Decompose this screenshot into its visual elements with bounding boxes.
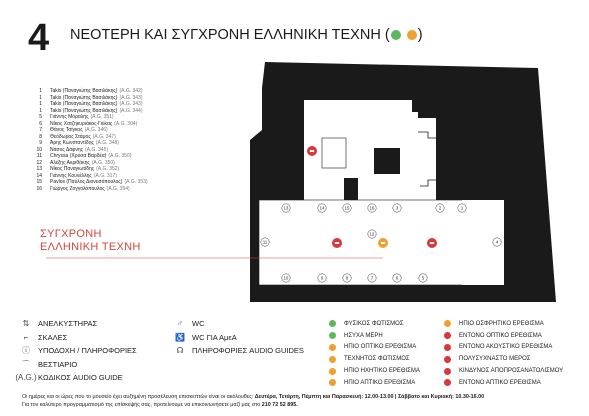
legend-label: WC (192, 319, 205, 328)
legend-row (444, 330, 563, 342)
red-sensory-icon (332, 238, 342, 248)
legend-label: ΠΟΛΥΣΥΧΝΑΣΤΟ ΜΕΡΟΣ (459, 356, 531, 363)
legend-sensory-2 (444, 318, 563, 389)
exhibit-marker[interactable] (282, 204, 290, 212)
artist-name: Θάνος Τσίγκος (50, 127, 83, 133)
legend-label: ΗΣΥΧΑ ΜΕΡΗ (344, 332, 383, 339)
exhibit-marker[interactable] (282, 274, 290, 282)
color-dot-icon (444, 368, 451, 375)
artist-name: Takis (Παναγιώτης Βασιλάκης) (50, 94, 118, 101)
marker-number: 10 (283, 275, 289, 281)
exhibit-marker[interactable] (368, 204, 376, 212)
marker-number: 8 (345, 275, 349, 281)
marker-number: 4 (495, 239, 499, 245)
exhibit-marker[interactable] (393, 204, 401, 212)
footer-line-1: Οι ημέρες και οι ώρες που το μουσείο έχει αυξημένη προσέλευση επισκεπτών είναι οι ακόλουθες: (22, 394, 255, 400)
legend-label: ΠΛΗΡΟΦΟΡΙΕΣ AUDIO GUIDES (192, 346, 304, 355)
legend-row (168, 317, 304, 331)
info-icon: ⓘ (22, 346, 30, 355)
legend-row (168, 331, 304, 345)
color-dot-icon (329, 379, 336, 386)
legend-services (168, 317, 304, 358)
artist-name: Νίκος Χατζηκυριάκος-Γκίκας (50, 120, 113, 127)
artist-number: 13 (36, 166, 42, 172)
exhibit-marker[interactable] (343, 274, 351, 282)
red-sensory-icon (307, 146, 317, 156)
legend-sensory-1 (329, 318, 420, 389)
artist-number: 1 (39, 94, 42, 101)
marker-number: 14 (319, 205, 325, 211)
marker-number: 16 (369, 205, 375, 211)
artist-number: 12 (36, 159, 42, 166)
audio-guide-code: (A.G. 343) (119, 94, 143, 101)
audio-guide-code: (A.G. 351) (90, 114, 114, 120)
legend-row (444, 342, 563, 354)
legend-row (444, 353, 563, 365)
headphones-icon: ☊ (176, 346, 184, 355)
legend-label: ΕΝΤΟΝΟ ΑΠΤΙΚΟ ΕΡΕΘΙΣΜΑ (459, 379, 541, 386)
legend-label: ΕΝΤΟΝΟ ΑΚΟΥΣΤΙΚΟ ΕΡΕΘΙΣΜΑ (459, 344, 553, 351)
legend-label: ΣΚΑΛΕΣ (38, 332, 68, 342)
artist-name: Pavlos (Παύλος Διονυσόπουλος) (50, 179, 123, 185)
exhibit-marker[interactable] (368, 274, 376, 282)
legend-row (444, 365, 563, 377)
marker-number: 15 (344, 205, 350, 211)
service-room-left (322, 138, 346, 168)
exhibit-marker[interactable] (318, 274, 326, 282)
legend-label: ΚΙΝΔΥΝΟΣ ΑΠΟΠΡΟΣΑΝΑΤΟΛΙΣΜΟΥ (459, 368, 564, 375)
footer-phone: 210 72 52 895. (261, 402, 298, 408)
exhibit-marker[interactable] (458, 204, 466, 212)
artist-number: 11 (36, 153, 42, 159)
artist-name: Chryssa (Χρύσα Βαρδέα) (50, 153, 107, 159)
marker-number: 1 (460, 205, 464, 211)
exhibit-marker[interactable] (393, 274, 401, 282)
stairs-icon: ⌐ (23, 332, 29, 342)
legend-label: ΦΥΣΙΚΟΣ ΦΩΤΙΣΜΟΣ (344, 320, 404, 327)
exhibit-marker[interactable] (436, 204, 444, 212)
legend-row (329, 330, 420, 342)
legend-label: ΒΕΣΤΙΑΡΙΟ (38, 359, 78, 369)
title-paren-open: ( (384, 27, 390, 43)
color-dot-icon (444, 320, 451, 327)
marker-number: 2 (438, 205, 442, 211)
legend-label: ΥΠΟΔΟΧΗ / ΠΛΗΡΟΦΟΡΙΕΣ (38, 346, 137, 355)
audio-guide-code: (A.G. 347) (92, 133, 116, 140)
artist-number: 1 (39, 88, 42, 94)
legend-label: ΕΝΤΟΝΟ ΟΠΤΙΚΟ ΕΡΕΘΙΣΜΑ (459, 332, 542, 339)
color-dot-icon (329, 320, 336, 327)
legend-facilities (14, 317, 137, 385)
exhibit-marker[interactable] (493, 238, 501, 246)
audio-guide-code: (A.G. 304) (114, 120, 138, 127)
audio-guide-code: (A.G. 354) (106, 185, 130, 192)
artist-name: Άρης Κωνσταντίδης (50, 140, 94, 146)
exhibit-marker[interactable] (419, 274, 427, 282)
elevator-block (374, 148, 400, 174)
footer-line-2: Για τον καλύτερο προγραμματισμό της επίσκεψής σας, προτείνουμε να επικοινωνήσετε μαζί μας στο (22, 402, 262, 408)
marker-number: 12 (369, 231, 375, 237)
footer-notice (22, 393, 484, 409)
title-text: ΝΕΟΤΕΡΗ ΚΑΙ ΣΥΓΧΡΟΝΗ ΕΛΛΗΝΙΚΗ ΤΕΧΝΗ (70, 27, 381, 43)
footer-hours: Δευτέρα, Τετάρτη, Πέμπτη και Παρασκευή: 12.00-13.00 | Σάββατο και Κυριακή: 10.30-16.00 (254, 394, 485, 400)
artist-name: Νίκος Παναγιωτίδης (50, 166, 95, 172)
legend-label: ΤΕΧΝΗΤΟΣ ΦΩΤΙΣΜΟΣ (344, 356, 410, 363)
audio-code-icon: (A.G.) (15, 373, 37, 382)
audio-guide-code: (A.G. 353) (124, 179, 148, 185)
artist-name: Νάσος Δάφνης (50, 146, 84, 153)
audio-guide-code: (A.G. 348) (95, 140, 119, 146)
artist-number: 14 (36, 172, 42, 179)
marker-number: 6 (395, 275, 399, 281)
color-dot-icon (329, 368, 336, 375)
marker-number: 3 (395, 205, 399, 211)
color-dot-icon (444, 379, 451, 386)
artist-number: 15 (36, 179, 42, 185)
artist-name: Takis (Παναγιώτης Βασιλάκης) (50, 107, 118, 114)
artist-number: 1 (39, 107, 42, 114)
legend-label: ΗΠΙΟ ΟΣΦΡΗΤΙΚΟ ΕΡΕΘΙΣΜΑ (459, 320, 544, 327)
section-title (40, 228, 141, 254)
legend-row (444, 377, 563, 389)
legend-row (14, 344, 137, 358)
legend-row (329, 377, 420, 389)
legend-row (14, 317, 137, 331)
section-title-line-1: ΣΥΓΧΡΟΝΗ (40, 228, 102, 240)
artist-name: Θεόδωρος Στάμος (50, 133, 91, 140)
legend-label: ΚΩΔΙΚΟΣ AUDIO GUIDE (38, 373, 123, 382)
artist-name: Takis (Παναγιώτης Βασιλάκης) (50, 88, 118, 94)
wall-top-left (262, 88, 302, 200)
audio-guide-code: (A.G. 343) (119, 101, 143, 107)
legend-row (329, 318, 420, 330)
legend-label: ΗΠΙΟ ΗΧΗΤΙΚΟ ΕΡΕΘΙΣΜΑ (344, 368, 420, 375)
artist-number: 10 (36, 146, 42, 153)
audio-guide-code: (A.G. 317) (93, 172, 117, 179)
legend-row (14, 331, 137, 345)
legend-label: ΗΠΙΟ ΑΠΤΙΚΟ ΕΡΕΘΙΣΜΑ (344, 379, 416, 386)
marker-number: 13 (283, 205, 289, 211)
color-dot-icon (444, 344, 451, 351)
exhibit-marker[interactable] (318, 204, 326, 212)
legend-label: ΗΠΙΟ ΟΠΤΙΚΟ ΕΡΕΘΙΣΜΑ (344, 344, 417, 351)
legend-row (329, 365, 420, 377)
color-dot-icon (444, 332, 451, 339)
wardrobe-icon: ⌒ (22, 359, 30, 369)
artist-name: Γιάννης Μόραλης (50, 114, 89, 120)
artist-number: 8 (39, 133, 42, 140)
marker-number: 7 (370, 275, 374, 281)
legend-label: WC ΓΙΑ ΑμεΑ (192, 332, 237, 342)
color-dot-icon (444, 356, 451, 363)
artist-name: Takis (Παναγιώτης Βασιλάκης) (50, 101, 118, 107)
orange-sensory-icon (378, 238, 388, 248)
artist-number: 9 (39, 140, 42, 146)
audio-guide-code: (A.G. 350) (108, 153, 132, 159)
elevator-icon: ⇅ (22, 319, 30, 328)
artist-name: Γιάννης Κουνέλλης (50, 172, 92, 179)
legend-label: ΑΝΕΛΚΥΣΤΗΡΑΣ (38, 319, 98, 328)
audio-guide-code: (A.G. 345) (85, 146, 109, 153)
wc-accessible-icon: ♿ (175, 332, 185, 342)
artist-number: 16 (36, 185, 42, 192)
artist-number: 6 (39, 120, 42, 127)
color-dot-icon (329, 356, 336, 363)
floor-number: 4 (28, 17, 49, 59)
marker-number: 11 (262, 239, 268, 245)
artist-number: 7 (39, 127, 42, 133)
artist-name: Γιώργος Ζογγολόπουλος (50, 185, 105, 192)
red-sensory-icon (427, 238, 437, 248)
color-dot-icon (329, 332, 336, 339)
audio-guide-code: (A.G. 344) (119, 107, 143, 114)
legend-row (168, 344, 304, 358)
color-dot-icon (329, 344, 336, 351)
wc-icon: ♂ (177, 319, 183, 328)
audio-guide-code: (A.G. 346) (84, 127, 108, 133)
section-title-line-2: ΕΛΛΗΝΙΚΗ ΤΕΧΝΗ (40, 241, 141, 253)
artist-number: 5 (39, 114, 42, 120)
legend-row (444, 318, 563, 330)
legend-row (329, 353, 420, 365)
title-paren-close: ) (417, 27, 423, 43)
exhibit-marker[interactable] (368, 230, 376, 238)
exhibit-marker[interactable] (343, 204, 351, 212)
legend-row (14, 358, 137, 372)
marker-number: 5 (421, 275, 425, 281)
audio-guide-code: (A.G. 352) (96, 166, 120, 172)
audio-guide-code: (A.G. 350) (91, 159, 115, 166)
legend-row (14, 371, 137, 385)
marker-number: 9 (320, 275, 324, 281)
exhibit-marker[interactable] (261, 238, 269, 246)
core-black-left (302, 100, 304, 200)
artist-number: 1 (39, 101, 42, 107)
artist-name: Αλέξης Ακριθάκης (50, 159, 90, 166)
audio-guide-code: (A.G. 342) (119, 88, 143, 94)
legend-row (329, 342, 420, 354)
